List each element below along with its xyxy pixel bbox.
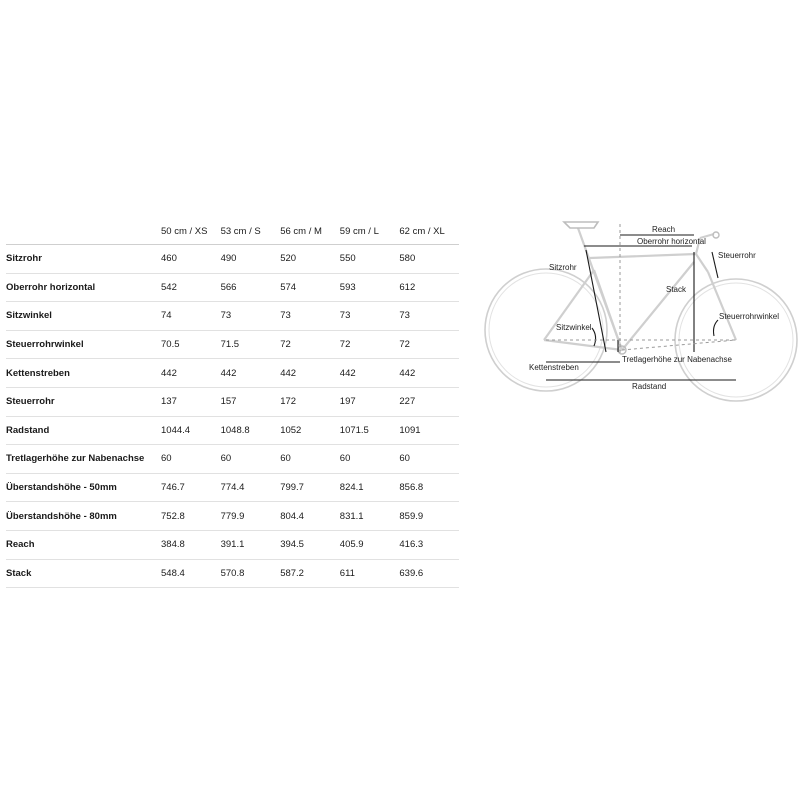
row-label: Steuerrohrwinkel	[6, 330, 161, 359]
cell-value-s: 442	[221, 359, 281, 388]
cell-value-l: 593	[340, 273, 400, 302]
table-row	[6, 445, 459, 474]
table-row	[6, 245, 459, 274]
cell-value-s: 157	[221, 387, 281, 416]
geometry-table	[6, 218, 459, 588]
cell-value-s: 774.4	[221, 473, 281, 502]
cell-value-m: 520	[280, 245, 340, 274]
label-chainstay: Kettenstreben	[529, 363, 579, 372]
cell-value-l: 405.9	[340, 530, 400, 559]
cell-value-l: 831.1	[340, 502, 400, 531]
label-wheelbase: Radstand	[632, 382, 667, 391]
table-row	[6, 359, 459, 388]
label-reach: Reach	[652, 225, 676, 234]
cell-value-xl: 60	[399, 445, 459, 474]
cell-value-s: 60	[221, 445, 281, 474]
table-header-row	[6, 218, 459, 245]
table-row	[6, 559, 459, 588]
cell-value-l: 73	[340, 302, 400, 331]
cell-value-xs: 60	[161, 445, 221, 474]
label-seat-tube: Sitzrohr	[549, 263, 577, 272]
cell-value-xl: 227	[399, 387, 459, 416]
label-seat-angle: Sitzwinkel	[556, 323, 592, 332]
cell-value-s: 490	[221, 245, 281, 274]
cell-value-m: 587.2	[280, 559, 340, 588]
table-row	[6, 502, 459, 531]
row-label: Stack	[6, 559, 161, 588]
cell-value-xl: 856.8	[399, 473, 459, 502]
table-row	[6, 416, 459, 445]
cell-value-s: 73	[221, 302, 281, 331]
label-head-tube: Steuerrohr	[718, 251, 756, 260]
cell-value-m: 1052	[280, 416, 340, 445]
cell-value-xs: 442	[161, 359, 221, 388]
row-label: Steuerrohr	[6, 387, 161, 416]
column-header-l: 59 cm / L	[340, 218, 400, 245]
row-label: Oberrohr horizontal	[6, 273, 161, 302]
cell-value-l: 611	[340, 559, 400, 588]
cell-value-s: 1048.8	[221, 416, 281, 445]
cell-value-s: 71.5	[221, 330, 281, 359]
row-label: Sitzrohr	[6, 245, 161, 274]
column-header-s: 53 cm / S	[221, 218, 281, 245]
table-row	[6, 530, 459, 559]
cell-value-xs: 548.4	[161, 559, 221, 588]
table-row	[6, 387, 459, 416]
cell-value-xl: 73	[399, 302, 459, 331]
row-label: Überstandshöhe - 50mm	[6, 473, 161, 502]
bike-geometry-diagram	[482, 212, 800, 408]
cell-value-xl: 612	[399, 273, 459, 302]
cell-value-l: 197	[340, 387, 400, 416]
table-row	[6, 302, 459, 331]
cell-value-xs: 460	[161, 245, 221, 274]
cell-value-m: 799.7	[280, 473, 340, 502]
cell-value-xs: 384.8	[161, 530, 221, 559]
cell-value-s: 779.9	[221, 502, 281, 531]
cell-value-xs: 137	[161, 387, 221, 416]
row-label: Überstandshöhe - 80mm	[6, 502, 161, 531]
cell-value-xl: 639.6	[399, 559, 459, 588]
table-row	[6, 330, 459, 359]
cell-value-xl: 1091	[399, 416, 459, 445]
cell-value-m: 442	[280, 359, 340, 388]
cell-value-m: 394.5	[280, 530, 340, 559]
cell-value-xs: 746.7	[161, 473, 221, 502]
cell-value-s: 391.1	[221, 530, 281, 559]
column-header-m: 56 cm / M	[280, 218, 340, 245]
cell-value-xl: 416.3	[399, 530, 459, 559]
cell-value-xs: 1044.4	[161, 416, 221, 445]
cell-value-m: 60	[280, 445, 340, 474]
cell-value-l: 442	[340, 359, 400, 388]
row-label: Radstand	[6, 416, 161, 445]
cell-value-m: 72	[280, 330, 340, 359]
column-header-xl: 62 cm / XL	[399, 218, 459, 245]
cell-value-xl: 580	[399, 245, 459, 274]
cell-value-m: 73	[280, 302, 340, 331]
cell-value-s: 570.8	[221, 559, 281, 588]
table-body	[6, 245, 459, 588]
column-header-xs: 50 cm / XS	[161, 218, 221, 245]
cell-value-s: 566	[221, 273, 281, 302]
cell-value-l: 60	[340, 445, 400, 474]
cell-value-xs: 74	[161, 302, 221, 331]
row-label: Kettenstreben	[6, 359, 161, 388]
cell-value-xs: 752.8	[161, 502, 221, 531]
saddle	[564, 222, 598, 228]
row-label: Sitzwinkel	[6, 302, 161, 331]
label-top-tube: Oberrohr horizontal	[637, 237, 706, 246]
label-stack: Stack	[666, 285, 687, 294]
cell-value-m: 804.4	[280, 502, 340, 531]
cell-value-l: 550	[340, 245, 400, 274]
cell-value-m: 574	[280, 273, 340, 302]
table-row	[6, 273, 459, 302]
label-bb-drop: Tretlagerhöhe zur Nabenachse	[622, 355, 732, 364]
cell-value-l: 824.1	[340, 473, 400, 502]
table-row	[6, 473, 459, 502]
cell-value-l: 1071.5	[340, 416, 400, 445]
row-label: Reach	[6, 530, 161, 559]
cell-value-m: 172	[280, 387, 340, 416]
cell-value-xl: 72	[399, 330, 459, 359]
cell-value-xl: 442	[399, 359, 459, 388]
header-label-cell	[6, 218, 161, 245]
cell-value-xl: 859.9	[399, 502, 459, 531]
row-label: Tretlagerhöhe zur Nabenachse	[6, 445, 161, 474]
label-head-angle: Steuerrohrwinkel	[719, 312, 780, 321]
cell-value-l: 72	[340, 330, 400, 359]
cell-value-xs: 70.5	[161, 330, 221, 359]
cell-value-xs: 542	[161, 273, 221, 302]
